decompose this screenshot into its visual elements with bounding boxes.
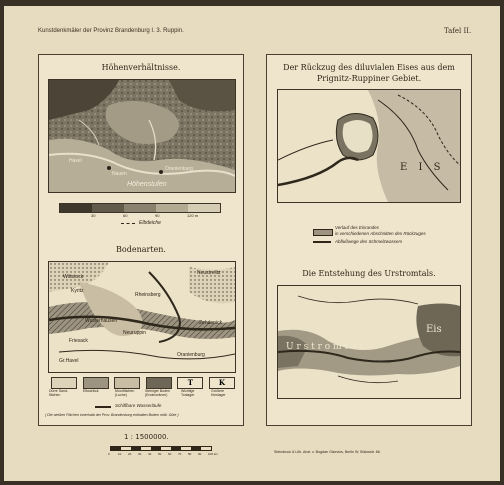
valley-ice-label: Eis — [426, 324, 442, 335]
ice-legend-2: in verschiedenen Abschnitten des Rückzuges — [335, 231, 426, 236]
scale-tick-30: 30 — [138, 452, 142, 456]
ice-edge-sample — [313, 229, 333, 236]
valley-title: Die Entstehung des Urstromtals. — [302, 269, 436, 278]
waterway-line-sample — [95, 406, 111, 408]
ice-legend-1: Verlauf des Eisrandes — [335, 225, 379, 230]
legend-swatch-moor — [114, 377, 140, 389]
legend-swatch-stein — [146, 377, 172, 389]
waterway-label: Schiffbare Wasserläufe — [115, 403, 162, 408]
legend-swatch-ton: T — [177, 377, 203, 389]
height-place-nauen: Nauen — [112, 171, 127, 177]
ice-title-2: Prignitz-Ruppiner Gebiet. — [316, 74, 422, 83]
height-tick-90: 90 — [155, 213, 160, 218]
legend-label-stein: Steiniger Boden (Endmoränen) — [145, 389, 170, 397]
legend-label-sand: Dürre Sand- flächen — [49, 389, 69, 397]
soils-title: Bodenarten. — [116, 245, 166, 254]
heights-title: Höhenverhältnisse. — [101, 63, 181, 72]
soil-place-neustrelitz: Neustrelitz — [197, 270, 221, 276]
left-panel — [38, 54, 244, 426]
soil-place-zehdenick: Zehdenick — [199, 320, 223, 326]
ice-title-1: Der Rückzug des diluvialen Eises aus dem — [283, 63, 455, 72]
scale-tick-0: 0 — [108, 452, 110, 456]
scale-tick-90: 90 — [198, 452, 202, 456]
meltwater-sample — [313, 241, 331, 243]
scale-tick-20: 20 — [128, 452, 132, 456]
soil-place-rheinsberg: Rheinsberg — [135, 292, 161, 298]
plate-number: Tafel II. — [444, 27, 472, 35]
soil-place-wittstock: Wittstock — [63, 274, 84, 280]
legend-swatch-kies: K — [209, 377, 235, 389]
soil-place-havel: Gr.Havel — [59, 358, 79, 364]
height-place-havel: Havel — [69, 158, 82, 164]
soil-place-kyritz: Kyritz — [71, 288, 84, 294]
series-title: Kunstdenkmäler der Provinz Brandenburg I. 3. Ruppin. — [38, 28, 184, 34]
scale-tick-70: 70 — [178, 452, 182, 456]
soil-map — [48, 261, 236, 373]
map-plate — [4, 6, 500, 481]
soil-place-friesack: Friesack — [69, 338, 88, 344]
ice-label: E I S — [400, 162, 445, 173]
height-relief — [49, 80, 235, 192]
legend-label-kies: Größere Kieslager — [211, 389, 226, 397]
legend-swatch-sand — [51, 377, 77, 389]
height-tick-30: 30 — [91, 213, 96, 218]
ice-legend-3: Abflußwege des Schmelzwassers — [335, 239, 403, 244]
ice-shapes — [278, 90, 460, 202]
height-scale-bar — [59, 203, 221, 213]
scale-tick-10: 10 — [118, 452, 122, 456]
soil-note: ( Die weißen Flächen innerhalb der Prov. Brandenburg enthalten Boden mittl. Güte ) — [45, 413, 179, 417]
dike-line-sample — [121, 223, 135, 224]
scale-tick-40: 40 — [148, 452, 152, 456]
soil-legend — [51, 377, 235, 399]
scale-label: 1 : 1500000. — [124, 433, 169, 441]
soil-place-oranienburg: Oranienburg — [177, 352, 205, 358]
soil-place-wusterhausen: Wusterhausen — [85, 318, 118, 324]
ice-map — [277, 89, 461, 203]
height-legend-title: Höhenstufen — [127, 181, 167, 188]
height-place-oranienburg: Oranienburg — [165, 166, 193, 172]
soil-place-neuruppin: Neuruppin — [123, 330, 147, 336]
scale-tick-50: 50 — [158, 452, 162, 456]
height-tick-60: 60 — [123, 213, 128, 218]
height-map — [48, 79, 236, 193]
scale-tick-100: 100 km — [208, 452, 218, 456]
dike-label: Elbdeiche — [139, 220, 161, 226]
legend-label-ton: Wichtige Tonlager — [181, 389, 195, 397]
scale-tick-60: 60 — [168, 452, 172, 456]
legend-label-moor: Moorflächen (Luche) — [115, 389, 135, 397]
legend-swatch-schlick — [83, 377, 109, 389]
height-tick-120: 120 m — [187, 213, 199, 218]
printer-credit: Steindruck & Lith. Anst. v. Bogdan Gisevius, Berlin W. Bülowstr. 66. — [274, 450, 381, 454]
scale-bar — [110, 446, 212, 451]
valley-label: U r s t r o m t a l — [286, 342, 362, 352]
legend-label-schlick: Elbschlick — [83, 389, 99, 393]
scale-tick-80: 80 — [188, 452, 192, 456]
valley-map — [277, 285, 461, 399]
right-panel — [266, 54, 472, 426]
